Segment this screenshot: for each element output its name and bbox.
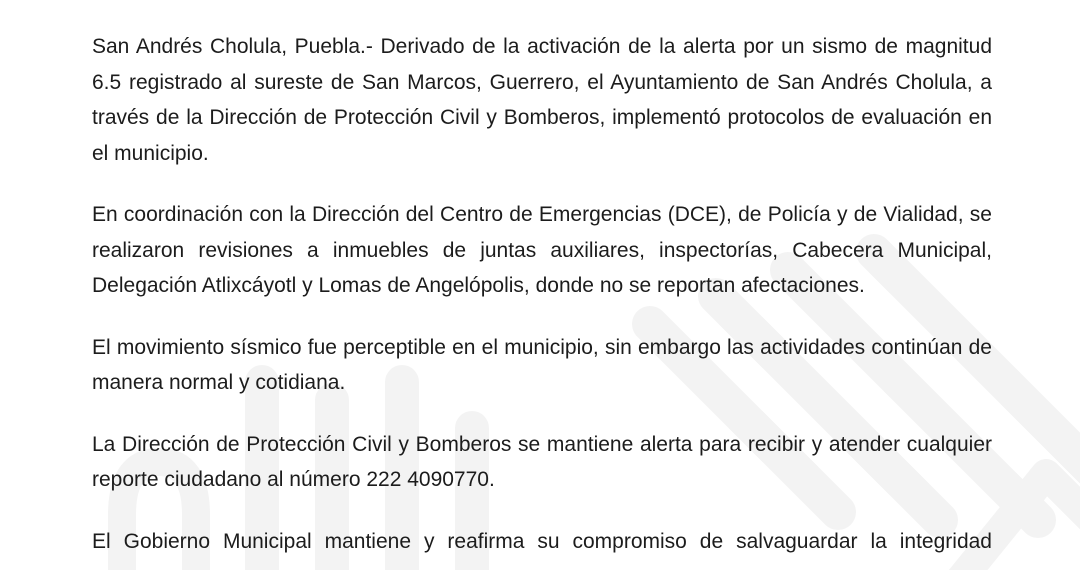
paragraph-dateline-lead: San Andrés Cholula, Puebla.- Derivado de la activación de la alerta por un sismo de magnitud 6.5 registrado al sureste de San Marcos, Guerrero, el Ayuntamiento de San Andrés Cholula, a través de la Dirección de Protección Civil y Bomberos, implementó protocolos de evaluación en el municipio. [92,35,992,165]
document-body [92,29,992,559]
paragraph-commitment-cutoff: El Gobierno Municipal mantiene y reafirma su compromiso de salvaguardar la integridad [92,529,992,553]
paragraph-coordination: En coordinación con la Dirección del Centro de Emergencias (DCE), de Policía y de Vialidad, se realizaron revisiones a inmuebles de juntas auxiliares, inspectorías, Cabecera Municipal, Delegación Atlixcáyotl y Lomas de Angelópolis, donde no se reportan afectaciones. [92,203,992,297]
paragraph-contact-number: La Dirección de Protección Civil y Bomberos se mantiene alerta para recibir y atender cualquier reporte ciudadano al número 222 4090770. [92,432,992,491]
paragraph-perceptible: El movimiento sísmico fue perceptible en el municipio, sin embargo las actividades continúan de manera normal y cotidiana. [92,335,992,394]
